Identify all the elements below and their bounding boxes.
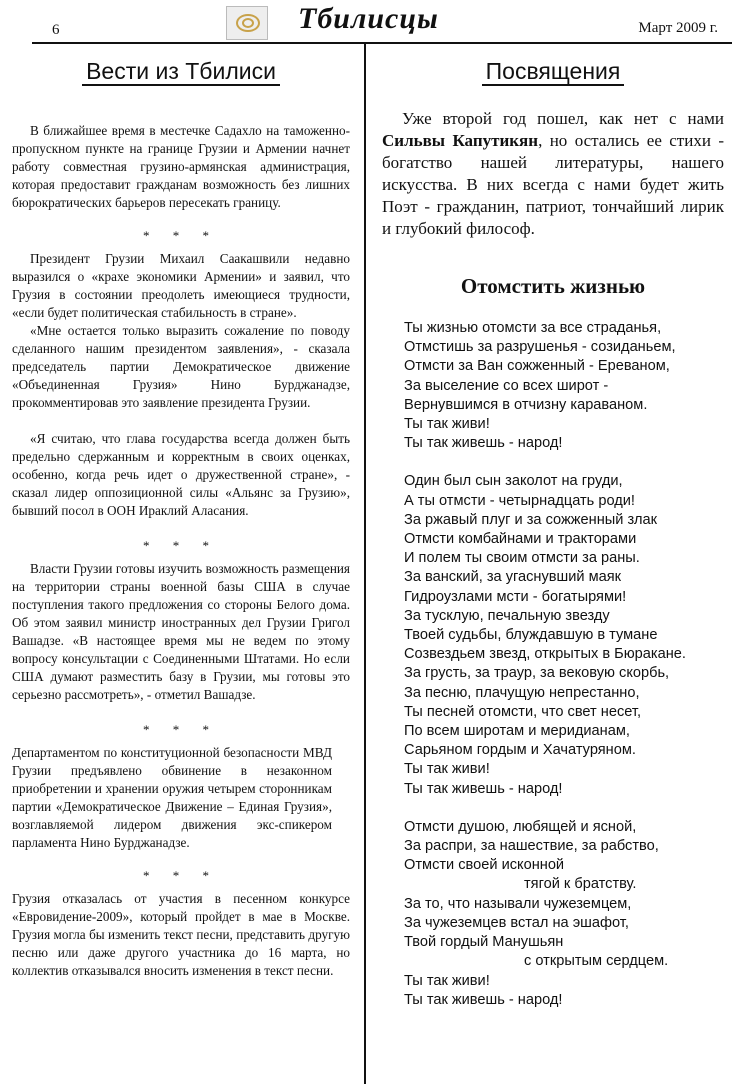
separator: * * * [143, 868, 219, 883]
poem-line: Один был сын заколот на груди, [404, 473, 623, 490]
poem-line: За то, что называли чужеземцем, [404, 895, 632, 912]
emblem-icon [226, 6, 268, 40]
issue-date: Март 2009 г. [638, 20, 718, 36]
poem-line: За выселение со всех широт - [404, 377, 609, 394]
page-number: 6 [52, 22, 60, 38]
news-item: Грузия отказалась от участия в песенном конкурсе «Евровидение-2009», который пройдет в мае в Москве. Грузия могла бы изменить текст песни, представить другую песню или даже другого участника до 16 марта, но коллектив отказывался вносить изменения в текст песни. [12, 891, 350, 978]
poem-line: Созвездьем звезд, открытых в Бюракане. [404, 646, 686, 663]
poem-line: По всем широтам и меридианам, [404, 723, 630, 740]
poem-line: Сарьяном гордым и Хачатуряном. [404, 742, 636, 759]
poem-line: Ты так живешь - народ! [404, 435, 563, 452]
poem-line: Вернувшимся в отчизну караваном. [404, 396, 648, 413]
news-item: Департаментом по конституционной безопасности МВД Грузии предъявлено обвинение в незаконном приобретении и хранении оружия четырем сторонникам партии «Демократическое Движение – Единая Грузия», возглавляемой лидером движения экс-спикером парламента Нино Бурджанадзе. [12, 745, 332, 850]
poem-line: За песню, плачущую непрестанно, [404, 684, 640, 701]
separator: * * * [143, 538, 219, 553]
poem-line: Ты так живи! [404, 972, 490, 989]
news-heading [12, 58, 350, 94]
poem-line: Отмсти своей исконной [404, 857, 565, 874]
column-divider [364, 44, 366, 1084]
poem-title: Отомстить жизнью [460, 274, 646, 298]
header-divider [32, 42, 732, 44]
poem-line: За чужеземцев встал на эшафот, [404, 914, 629, 931]
intro-text: , но остались ее стихи - богатство нашей литературы, нашего искусства. В них всегда с нами будет жить Поэт - гражданин, патриот, тончайший лирик и глубокий философ. [382, 131, 724, 238]
poet-name: Сильвы Капутикян [382, 131, 539, 150]
news-heading-text: Вести из Тбилиси [82, 58, 280, 86]
news-item: «Я считаю, что глава государства всегда должен быть предельно сдержанным и корректным в своих оценках, особенно, когда речь идет о дружественной стране», - сказал лидер оппозиционной силы «Альянс за Грузию», бывший посол в ООН Ираклий Аласания. [12, 431, 350, 518]
page-header [0, 0, 748, 48]
news-item: Президент Грузии Михаил Саакашвили недавно выразился о «крахе экономики Армении» и заявил, что Грузия в состоянии преодолеть имеющиеся трудности, «если будет политическая стабильность в стране». [12, 251, 350, 320]
masthead-title: Тбилисцы [298, 2, 439, 35]
poem-line: Отмсти душою, любящей и ясной, [404, 818, 637, 835]
poem-line: Гидроузлами мсти - богатырями! [404, 588, 627, 605]
poem-line: За ржавый плуг и за сожженный злак [404, 511, 658, 528]
dedication-heading-text: Посвящения [482, 58, 625, 86]
poem-line: Ты так живи! [404, 416, 490, 433]
poem-line: За распри, за нашествие, за рабство, [404, 838, 659, 855]
separator: * * * [143, 722, 219, 737]
news-item: Власти Грузии готовы изучить возможность размещения на территории страны военной базы США в случае поступления такого предложения со стороны Белого дома. Об этом заявил министр иностранных дел Грузии Григол Вашадзе. «В настоящее время мы не ведем по этому вопросу консультации с Соединенными Штатами. Но если США думают разместить базу в Грузии, мы готовы это серьезно рассмотреть», - отметил Вашадзе. [12, 561, 350, 702]
news-item: «Мне остается только выразить сожаление по поводу сделанного нашим президентом заявления», - сказала председатель партии Демократическое движение «Объединенная Грузия» Нино Бурджанадзе, прокомментировав это заявление президента Грузии. [12, 323, 350, 410]
poem-line: Отмсти за Ван сожженный - Ереваном, [404, 358, 670, 375]
dedication-heading [382, 58, 724, 94]
poem-line: А ты отмсти - четырнадцать роди! [404, 492, 635, 509]
poem-line: За тусклую, печальную звезду [404, 607, 610, 624]
poem-body [404, 319, 724, 1010]
intro-text: Уже второй год пошел, как нет с нами [402, 109, 724, 128]
poem-line: Отмстишь за разрушенья - созиданьем, [404, 339, 676, 356]
poem-line: Ты песней отомсти, что свет несет, [404, 703, 641, 720]
poem-line: Ты так живи! [404, 761, 490, 778]
poem-line: тягой к братству. [524, 876, 637, 893]
dedication-column [382, 52, 724, 1010]
poem-line: Ты так живешь - народ! [404, 991, 563, 1008]
news-column [12, 52, 350, 980]
poem-line: с открытым сердцем. [524, 953, 669, 970]
news-item: В ближайшее время в местечке Садахло на таможенно-пропускном пункте на границе Грузии и Армении начнет работу совместная грузино-армянская администрация, которая предоставит гражданам возможность без лишних бюрократических барьеров пересекать границу. [12, 123, 350, 210]
poem-line: Ты так живешь - народ! [404, 780, 563, 797]
poem-line: Твой гордый Манушьян [404, 934, 564, 951]
dedication-intro [382, 108, 724, 240]
poem-line: За ванский, за угаснувший маяк [404, 569, 622, 586]
poem-line: И полем ты своим отмсти за раны. [404, 550, 640, 567]
poem-line: Твоей судьбы, блуждавшую в тумане [404, 627, 658, 644]
separator: * * * [143, 228, 219, 243]
poem-line: Отмсти комбайнами и тракторами [404, 531, 637, 548]
poem-line: За грусть, за траур, за вековую скорбь, [404, 665, 670, 682]
poem-line: Ты жизнью отомсти за все страданья, [404, 320, 662, 336]
